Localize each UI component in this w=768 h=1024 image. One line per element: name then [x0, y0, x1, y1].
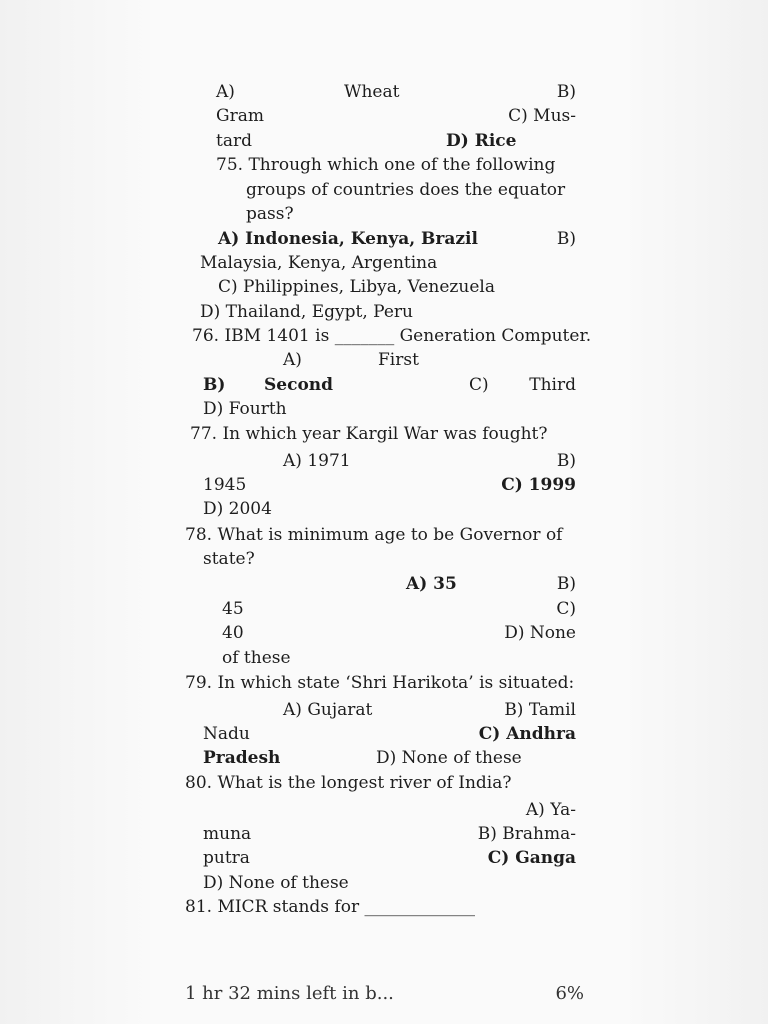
question-78-cont: state?	[203, 549, 255, 569]
option-text: Third	[529, 375, 576, 395]
option-text: of these	[222, 648, 291, 668]
option-text: B)	[556, 229, 576, 249]
option-text: D) Thailand, Egypt, Peru	[200, 302, 413, 322]
reading-progress: 6%	[555, 983, 584, 1004]
option-text: B) Tamil	[504, 700, 576, 720]
option-text: D) Fourth	[203, 399, 287, 419]
answer-text: D) Rice	[446, 131, 517, 151]
option-text: A) Gujarat	[283, 700, 373, 720]
question-79: 79. In which state ‘Shri Harikota’ is situated:	[185, 673, 575, 693]
option-text: B)	[556, 451, 576, 471]
option-text: tard	[216, 131, 252, 151]
answer-text: A) Indonesia, Kenya, Brazil	[218, 229, 478, 249]
option-text: D) None of these	[203, 873, 349, 893]
option-text: putra	[203, 848, 250, 868]
question-81: 81. MICR stands for _____________	[185, 897, 475, 917]
answer-text: A) 35	[406, 574, 457, 594]
option-text: Wheat	[344, 82, 400, 102]
question-75: 75. Through which one of the following	[216, 155, 556, 175]
option-text: D) 2004	[203, 499, 272, 519]
option-text: B)	[556, 574, 576, 594]
option-text: A) Ya-	[525, 800, 576, 820]
option-text: A) 1971	[283, 451, 351, 471]
option-text: Nadu	[203, 724, 250, 744]
option-text: 1945	[203, 475, 247, 495]
option-text: muna	[203, 824, 252, 844]
option-text: C)	[556, 599, 576, 619]
option-text: B) Brahma-	[477, 824, 576, 844]
answer-text: C) 1999	[501, 475, 576, 495]
option-text: C)	[469, 375, 489, 395]
option-text: 45	[222, 599, 244, 619]
question-75-cont: groups of countries does the equator	[246, 180, 566, 200]
option-text: D) None of these	[376, 748, 522, 768]
option-text: C) Mus-	[508, 106, 576, 126]
option-text: A)	[216, 82, 235, 102]
option-text: 40	[222, 623, 244, 643]
option-text: D) None	[504, 623, 576, 643]
answer-text: Second	[264, 375, 334, 395]
option-text: C) Philippines, Libya, Venezuela	[218, 277, 495, 297]
answer-text: Pradesh	[203, 748, 281, 768]
time-left-status: 1 hr 32 mins left in b...	[185, 983, 394, 1004]
option-text: Malaysia, Kenya, Argentina	[200, 253, 438, 273]
question-76: 76. IBM 1401 is _______ Generation Computer.	[192, 326, 592, 346]
answer-text: C) Ganga	[487, 848, 576, 868]
question-80: 80. What is the longest river of India?	[185, 773, 512, 793]
answer-text: B)	[203, 375, 226, 395]
option-text: B)	[556, 82, 576, 102]
option-text: Gram	[216, 106, 264, 126]
question-77: 77. In which year Kargil War was fought?	[190, 424, 548, 444]
answer-text: C) Andhra	[478, 724, 576, 744]
option-text: First	[378, 350, 419, 370]
question-75-cont: pass?	[246, 204, 294, 224]
option-text: A)	[283, 350, 302, 370]
question-78: 78. What is minimum age to be Governor of	[185, 525, 563, 545]
